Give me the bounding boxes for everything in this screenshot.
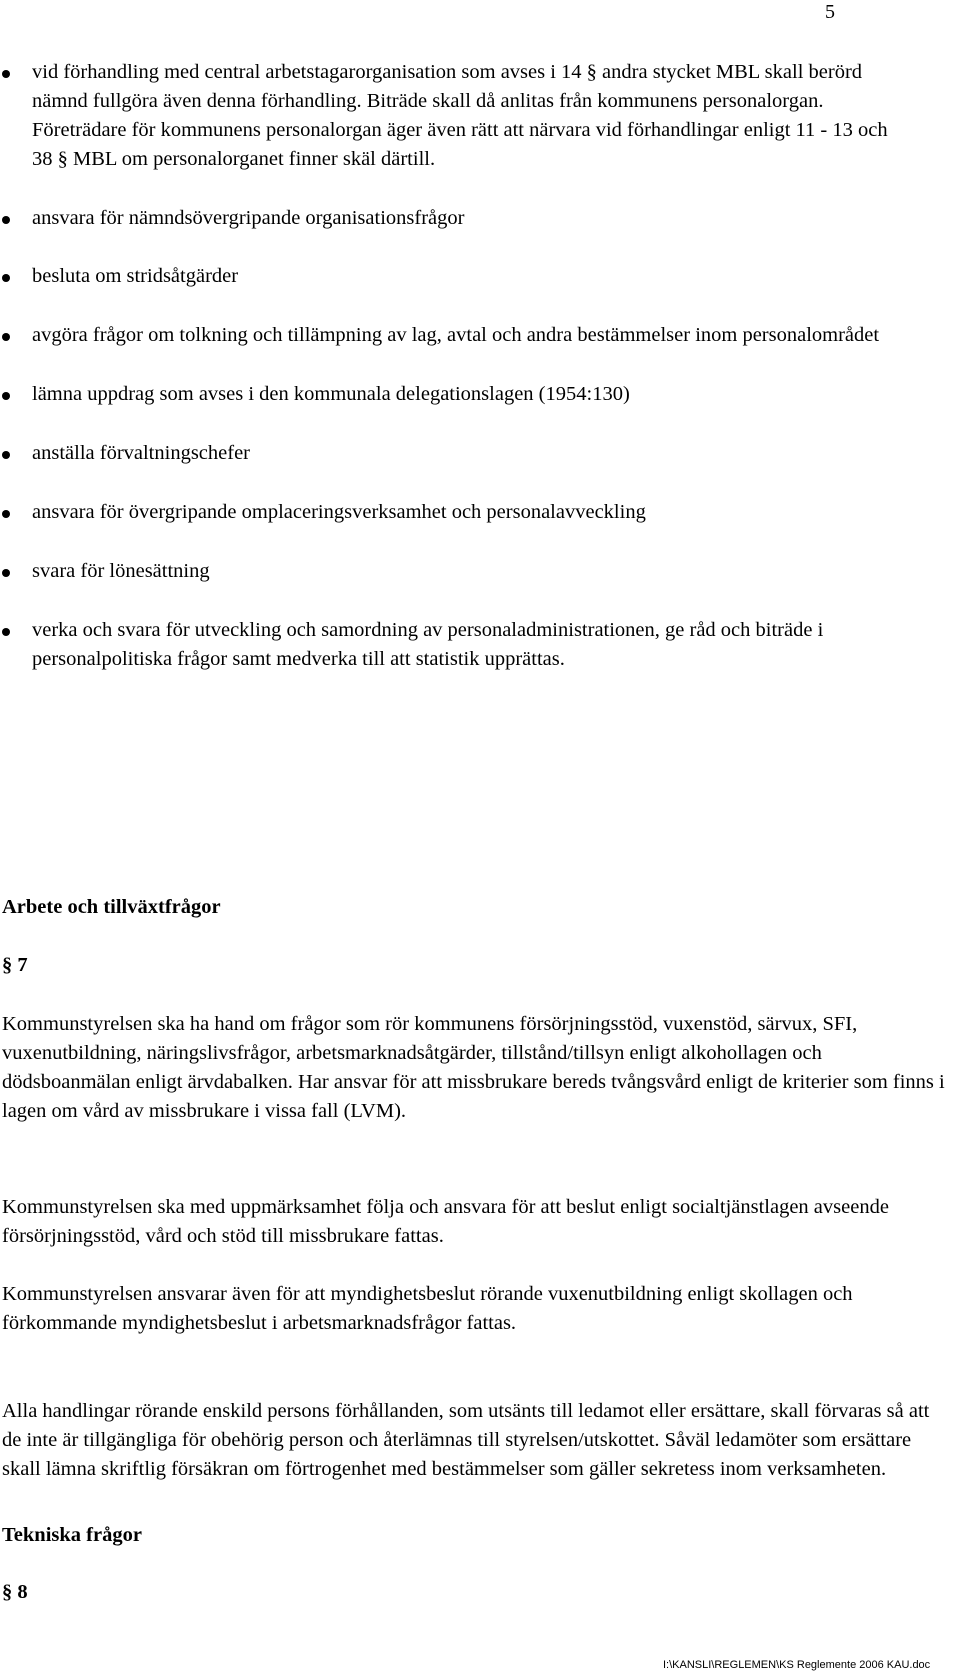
- list-item: [0, 498, 912, 527]
- bullet-icon: [2, 510, 10, 518]
- list-item: [0, 557, 912, 586]
- list-item-text: lämna uppdrag som avses i den kommunala delegationslagen (1954:130): [32, 383, 630, 405]
- bullet-icon: [2, 333, 10, 341]
- footer-file-path: I:\KANSLI\REGLEMEN\KS Reglemente 2006 KAU.doc: [663, 1659, 931, 1671]
- list-item-text: verka och svara för utveckling och samordning av personaladministrationen, ge råd och biträde i personalpolitiska frågor samt medverka till att statistik upprättas.: [32, 619, 824, 670]
- section-number-7: § 7: [2, 954, 28, 976]
- paragraph: Kommunstyrelsen ska ha hand om frågor som rör kommunens försörjningsstöd, vuxenstöd, särvux, SFI, vuxenutbildning, näringslivsfrågor, arbetsmarknadsåtgärder, tillstånd/tillsyn enligt alkohollagen och dödsboanmälan enligt ärvdabalken. Har ansvar för att missbrukare bereds tvångsvård enligt de kriterier som finns i lagen om vård av missbrukare i vissa fall (LVM).: [2, 1013, 945, 1122]
- paragraph: Kommunstyrelsen ansvarar även för att myndighetsbeslut rörande vuxenutbildning enligt skollagen och förkommande myndighetsbeslut i arbetsmarknadsfrågor fattas.: [2, 1283, 853, 1334]
- paragraph: Alla handlingar rörande enskild persons förhållanden, som utsänts till ledamot eller ersättare, skall förvaras så att de inte är tillgängliga för obehörig person och återlämnas till styrelsen/utskottet. Såväl ledamöter som ersättare skall lämna skriftlig försäkran om förtrogenhet med bestämmelser som gäller sekretess inom verksamheten.: [2, 1400, 930, 1480]
- page-number: 5: [825, 1, 835, 23]
- list-item-text: svara för lönesättning: [32, 560, 210, 582]
- list-item-text: vid förhandling med central arbetstagarorganisation som avses i 14 § andra stycket MBL skall berörd nämnd fullgöra även denna förhandling. Biträde skall då anlitas från kommunens personalorgan. Företrädare för kommunens personalorgan äger även rätt att närvara vid förhandlingar enligt 11 - 13 och 38 § MBL om personalorganet finner skäl därtill.: [32, 61, 888, 170]
- responsibility-list: [0, 58, 960, 674]
- list-item: [0, 58, 912, 174]
- list-item-text: ansvara för övergripande omplaceringsverksamhet och personalavveckling: [32, 501, 646, 523]
- bullet-icon: [2, 451, 10, 459]
- list-item: [0, 204, 912, 233]
- bullet-icon: [2, 274, 10, 282]
- list-item-text: avgöra frågor om tolkning och tillämpning av lag, avtal och andra bestämmelser inom personalområdet: [32, 324, 880, 346]
- paragraph: Kommunstyrelsen ska med uppmärksamhet följa och ansvara för att beslut enligt socialtjänstlagen avseende försörjningsstöd, vård och stöd till missbrukare fattas.: [2, 1196, 889, 1247]
- list-item-text: besluta om stridsåtgärder: [32, 265, 239, 287]
- bullet-icon: [2, 628, 10, 636]
- bullet-icon: [2, 569, 10, 577]
- list-item: [0, 616, 912, 674]
- list-item: [0, 380, 912, 409]
- bullet-icon: [2, 70, 10, 78]
- list-item-text: ansvara för nämndsövergripande organisationsfrågor: [32, 207, 465, 229]
- list-item: [0, 262, 912, 291]
- list-item: [0, 439, 912, 468]
- list-item: [0, 321, 912, 350]
- bullet-icon: [2, 216, 10, 224]
- section-number-8: § 8: [2, 1581, 28, 1603]
- section-heading-tekniska: Tekniska frågor: [2, 1524, 142, 1546]
- bullet-icon: [2, 392, 10, 400]
- list-item-text: anställa förvaltningschefer: [32, 442, 251, 464]
- section-heading-arbete: Arbete och tillväxtfrågor: [2, 896, 221, 918]
